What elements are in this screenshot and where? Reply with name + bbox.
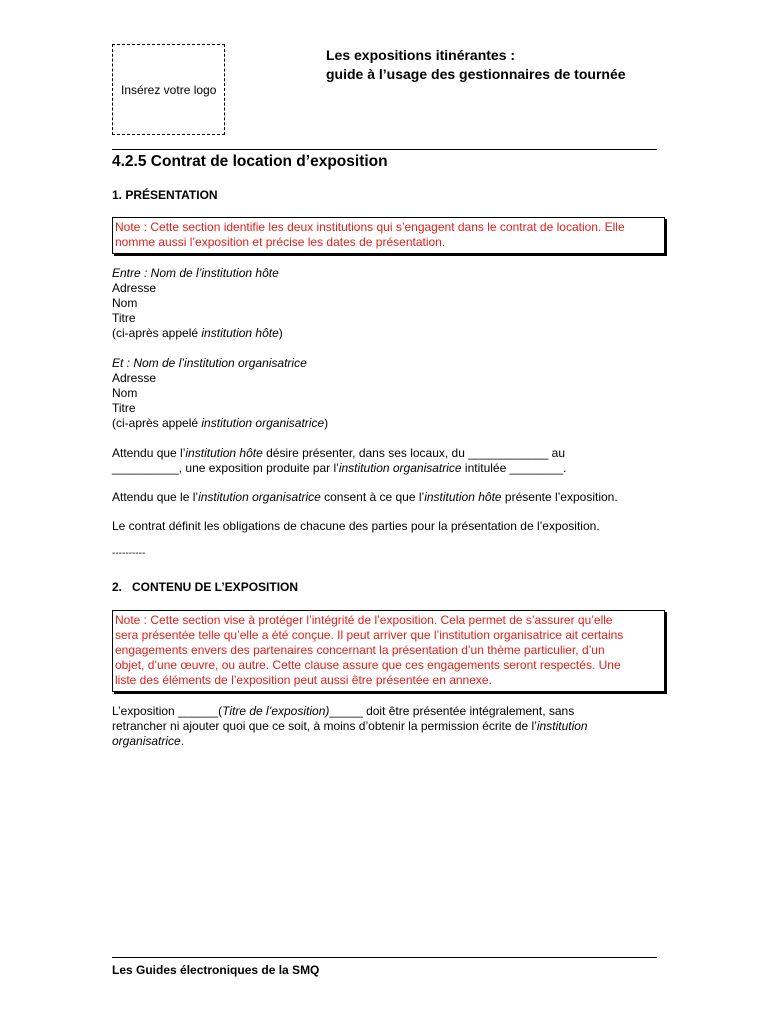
attendu-paragraph-2: Attendu que le l’institution organisatrice consent à ce que l’institution hôte présente l’exposition.	[112, 490, 618, 504]
host-institution-block	[112, 266, 283, 341]
org-called: (ci-après appelé institution organisatrice)	[112, 416, 329, 430]
exposition-paragraph: L’exposition ______(Titre de l’exposition)_____ doit être présentée intégralement, sans retrancher ni ajouter quoi que ce soit, à moins d’obtenir la permission écrite de l’institution organisatrice.	[112, 704, 588, 748]
heading-presentation: 1. PRÉSENTATION	[112, 188, 218, 202]
host-called: (ci-après appelé institution hôte)	[112, 326, 283, 340]
host-nom: Nom	[112, 296, 138, 310]
org-nom: Nom	[112, 386, 138, 400]
note-line: Note : Cette section identifie les deux institutions qui s’engagent dans le contrat de location. Elle	[115, 220, 625, 234]
footer-divider	[112, 957, 657, 958]
note-line: sera présentée telle qu’elle a été conçue. Il peut arriver que l’institution organisatrice ait certains	[115, 628, 624, 642]
heading-contenu: 2. CONTENU DE L’EXPOSITION	[112, 580, 299, 594]
note-line: nomme aussi l’exposition et précise les dates de présentation.	[115, 235, 446, 249]
header-divider	[112, 149, 657, 150]
header-title-line1: Les expositions itinérantes :	[326, 47, 516, 63]
org-institution-block	[112, 356, 328, 431]
footer-text: Les Guides électroniques de la SMQ	[112, 963, 320, 977]
logo-placeholder-text: Insérez votre logo	[121, 83, 217, 97]
note-presentation	[112, 217, 665, 254]
header-title-line2: guide à l’usage des gestionnaires de tournée	[326, 66, 626, 82]
org-adresse: Adresse	[112, 371, 157, 385]
document-header-title	[326, 46, 626, 84]
logo-placeholder	[112, 44, 225, 135]
host-titre: Titre	[112, 311, 136, 325]
host-adresse: Adresse	[112, 281, 157, 295]
note-contenu	[112, 610, 665, 692]
note-line: Note : Cette section vise à protéger l’intégrité de l’exposition. Cela permet de s’assurer qu’elle	[115, 613, 613, 627]
section-title: 4.2.5 Contrat de location d’exposition	[112, 153, 388, 170]
separator-dashes: ----------	[112, 548, 146, 559]
org-et: Et : Nom de l’institution organisatrice	[112, 356, 307, 370]
contrat-paragraph: Le contrat définit les obligations de chacune des parties pour la présentation de l’exposition.	[112, 519, 600, 533]
org-titre: Titre	[112, 401, 136, 415]
host-entre: Entre : Nom de l’institution hôte	[112, 266, 279, 280]
note-line: liste des éléments de l’exposition peut aussi être présentée en annexe.	[115, 673, 492, 687]
note-line: engagements envers des partenaires concernant la présentation d’un thème particulier, d’un	[115, 643, 605, 657]
note-line: objet, d’une œuvre, ou autre. Cette clause assure que ces engagements seront respectés. Une	[115, 658, 621, 672]
attendu-paragraph-1: Attendu que l’institution hôte désire présenter, dans ses locaux, du ____________ au __________, une exposition produite par l’institution organisatrice intitulée ________.	[112, 446, 567, 475]
